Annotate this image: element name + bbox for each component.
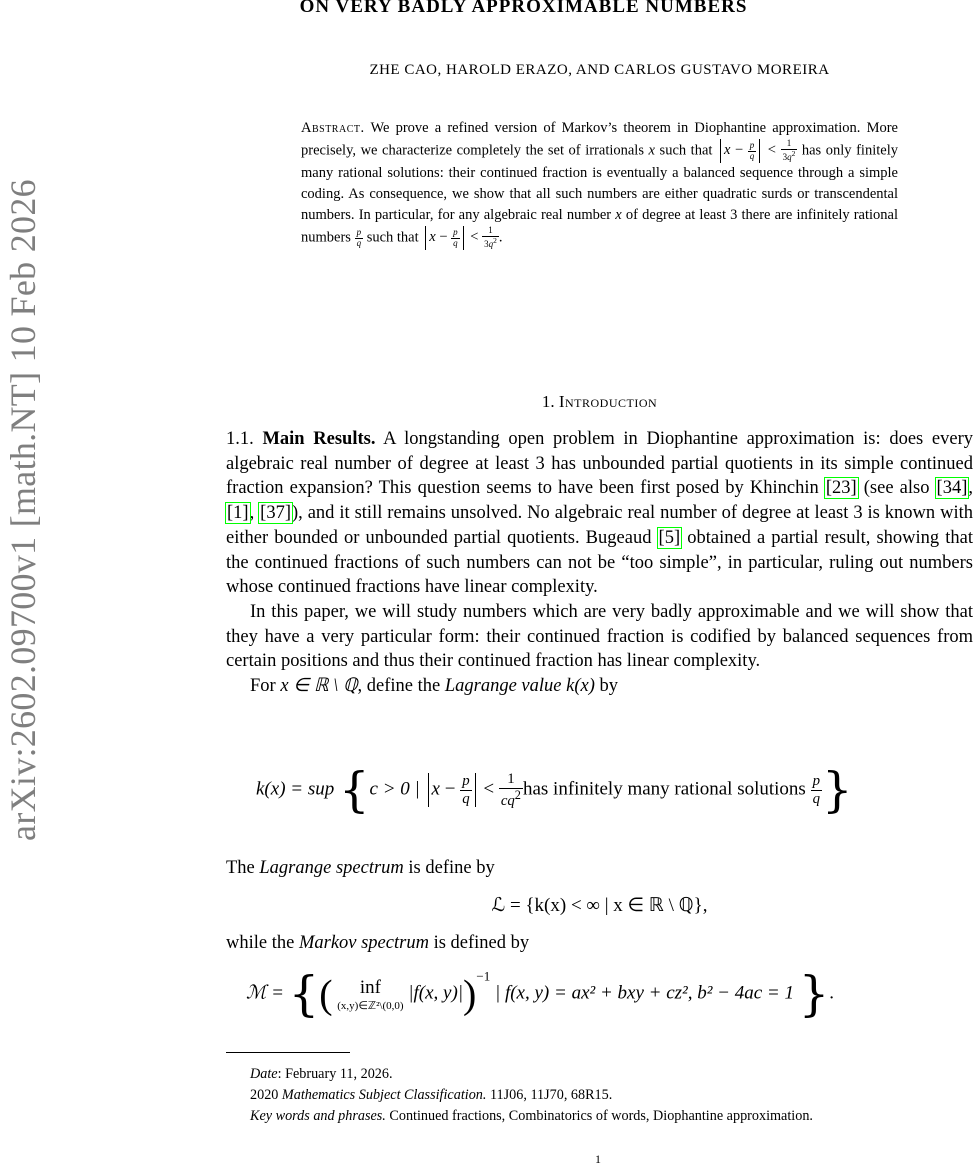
footnotes <box>226 1064 973 1126</box>
para1-text-1: A longstanding open problem in Diophantine approximation is: does every algebraic real number of degree at least 3 has unbounded partial quotients in its simple continued fraction expansion? This question seems to have been first posed by Khinchin <box>226 429 973 499</box>
arxiv-identifier-text: arXiv:2602.09700v1 [math.NT] 10 Feb 2026 <box>3 179 43 841</box>
eq1-lhs: k(x) = sup <box>256 778 335 800</box>
footnote-date-value: : February 11, 2026. <box>277 1066 393 1082</box>
abstract-text-4: of degree at least 3 there are infinitely rational numbers <box>301 207 899 246</box>
citation-link[interactable]: [23] <box>825 478 857 499</box>
citation-link[interactable]: [1] <box>227 503 249 524</box>
para5-text-2: is defined by <box>433 933 530 953</box>
abstract-text-1: We prove a refined version of Markov’s theorem in Diophantine approximation. More precisely, we characterize completely the set of irrationals <box>301 120 898 159</box>
para3-math: x ∈ ℝ \ ℚ <box>280 676 358 697</box>
paper-title: ON VERY BADLY APPROXIMABLE NUMBERS <box>299 0 748 17</box>
section-number: 1. <box>541 392 555 411</box>
citation-link[interactable]: [5] <box>658 527 681 548</box>
para1-text-3: ), and it still remains unsolved. No algebraic real number of degree at least 3 is known with either bounded or unbounded partial quotients. Bugeaud <box>226 503 973 548</box>
footnote-date-label: Date <box>250 1066 278 1082</box>
footnote-keywords-label: Key words and phrases. <box>250 1107 386 1124</box>
eq3-subscript: (x,y)∈ℤ²\(0,0) <box>337 999 404 1012</box>
abstract-var-x: x <box>648 142 655 159</box>
term-lagrange-value: Lagrange value <box>444 676 562 697</box>
para4 <box>226 856 973 881</box>
abstract-text-3: has only finitely many rational solutions: their continued fraction is eventually a balanced sequence through a simple coding. As consequence, we show that all such numbers are either quadratic surds or transcendental numbers. In particular, for any algebraic real number <box>301 142 898 223</box>
main-results-paragraph: 1.1. Main Results. A longstanding open problem in Diophantine approximation is: does every algebraic real number of degree at least 3 has unbounded partial quotients in its simple continued fraction expansion? This question seems to have been first posed by Khinchin [23] (see also [34], [1], [37]), and it still remains unsolved. No algebraic real number of degree at least 3 is known with either bounded or unbounded partial quotients. Bugeaud [5] obtained a partial result, showing that the continued fractions of such numbers can not be “too simple”, in particular, ruling out numbers whose continued fractions have linear complexity. In this paper, we will study numbers which are very badly approximable and we will show that they have a very particular form: their continued fraction is codified by balanced sequences from certain positions and thus their continued fraction has linear complexity. For x ∈ ℝ \ ℚ, define the Lagrange value k(x) by <box>226 427 973 699</box>
para3-text-1: For <box>250 676 276 697</box>
footnote-date <box>226 1064 973 1085</box>
eq1-cond: c > 0 | <box>369 778 420 800</box>
para1-text-2: (see also <box>863 478 930 499</box>
para3-text-3: by <box>599 676 618 697</box>
page-number: 1 <box>595 1152 601 1166</box>
para1-text-4: obtained a partial result, showing that the continued fractions of such numbers can not be “too simple”, in particular, ruling out numbers whose continued fractions have linear complexity. <box>226 527 973 598</box>
abstract-text-5: such that <box>366 229 419 246</box>
term-lagrange-spectrum: Lagrange spectrum <box>259 858 404 878</box>
equation-lagrange-spectrum: ℒ = {k(x) < ∞ | x ∈ ℝ \ ℚ}, <box>491 895 708 916</box>
citation-link[interactable]: [34] <box>936 478 968 499</box>
arxiv-identifier-stamp <box>4 120 42 900</box>
citation-link[interactable]: [37] <box>260 503 291 524</box>
para3-kx: k(x) <box>566 676 595 697</box>
eq3-rhs: | f(x, y) = ax² + bxy + cz², b² − 4ac = 1 <box>494 982 794 1004</box>
footnote-msc-year: 2020 <box>250 1086 279 1103</box>
paper-authors: ZHE CAO, HAROLD ERAZO, AND CARLOS GUSTAVO MOREIRA <box>369 62 830 78</box>
eq3-end: . <box>829 982 835 1004</box>
abstract-var-x-2: x <box>615 207 622 223</box>
abstract-end: . <box>498 229 503 246</box>
footnote-keywords <box>226 1106 973 1127</box>
abstract-inequality-2: x − $\frac{p}{q}$ < $\frac{1}{3q^2}$ <box>422 229 499 245</box>
abstract-label: Abstract. <box>301 120 365 136</box>
abstract-fraction-pq: $\frac{p}{q}$ <box>356 226 362 248</box>
abstract-text-2: such that <box>659 142 713 159</box>
para5-text-1: while the <box>226 933 295 953</box>
eq3-exponent: −1 <box>476 968 491 984</box>
footnote-msc-codes: 11J06, 11J70, 68R15. <box>489 1086 613 1103</box>
para3 <box>226 674 973 699</box>
para4-text-2: is define by <box>408 858 495 878</box>
footnote-msc <box>226 1085 973 1106</box>
para2: In this paper, we will study numbers which are very badly approximable and we will show that they have a very particular form: their continued fraction is codified by balanced sequences from certain positions and thus their continued fraction has linear complexity. <box>226 601 973 672</box>
section-title: Introduction <box>558 392 658 411</box>
section-heading <box>226 392 973 412</box>
footnote-msc-label: Mathematics Subject Classification. <box>281 1086 487 1103</box>
para5 <box>226 931 973 956</box>
footnote-rule <box>226 1052 350 1053</box>
eq3-inf: inf <box>359 976 381 998</box>
eq3-abs: |f(x, y)| <box>408 982 464 1004</box>
subsection-title: Main Results. <box>262 429 376 449</box>
equation-markov-spectrum: ℳ = {( inf (x,y)∈ℤ²\(0,0) |f(x, y)|)$^{-1}$ | f(x, y) = ax² + bxy + cz², b² − 4ac = 1 }. <box>246 966 835 1022</box>
para4-text-1: The <box>226 858 255 878</box>
subsection-number: 1.1. <box>226 429 254 449</box>
eq1-text: has infinitely many rational solutions <box>522 778 806 800</box>
para3-text-2: , define the <box>357 676 441 697</box>
abstract <box>301 118 898 250</box>
footnote-keywords-text: Continued fractions, Combinatorics of words, Diophantine approximation. <box>389 1107 813 1124</box>
eq3-lhs: ℳ = <box>246 982 284 1004</box>
term-markov-spectrum: Markov spectrum <box>298 933 429 953</box>
equation-lagrange-value: k(x) = sup {c > 0 | x − $\frac{p}{q}$ < $\frac{1}{cq^2}$ has infinitely many rational solutions $\frac{p}{q}$ } <box>256 762 853 818</box>
abstract-inequality-1: x − $\frac{p}{q}$ < $\frac{1}{3q^2}$ <box>717 142 797 158</box>
